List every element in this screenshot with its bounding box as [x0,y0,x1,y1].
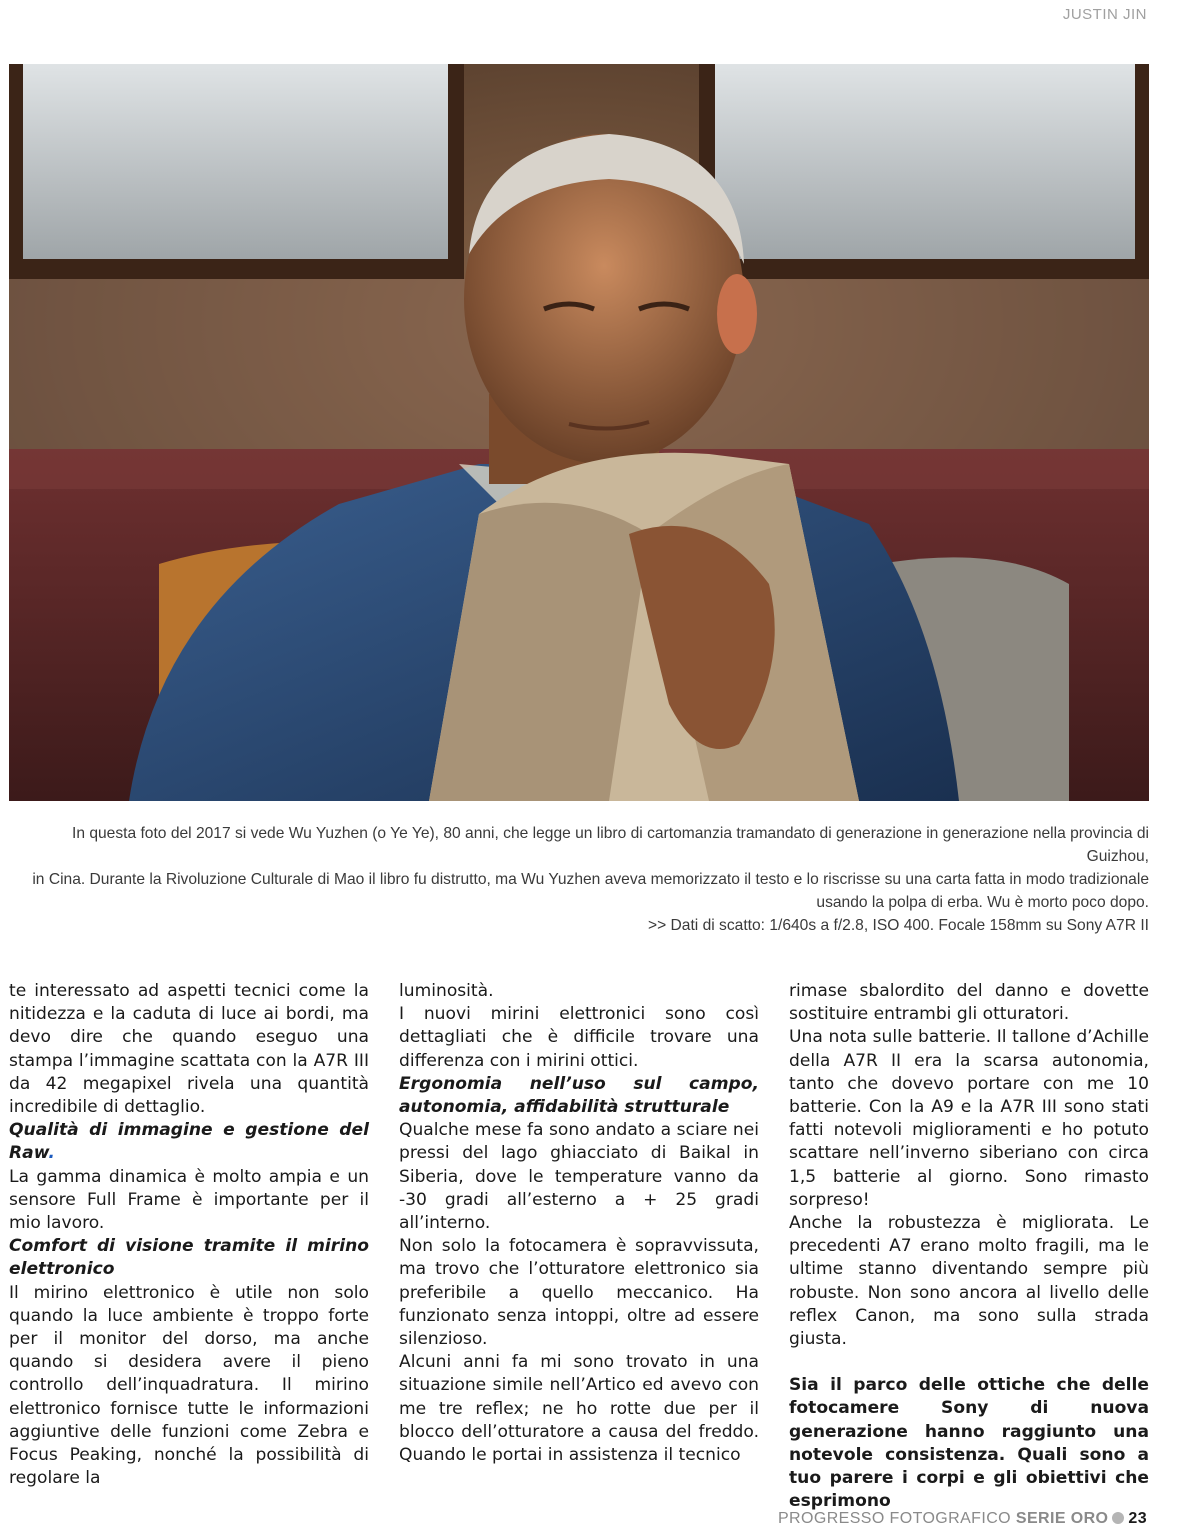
caption-line: usando la polpa di erba. Wu è morto poco dopo. [816,894,1149,911]
paragraph: Una nota sulle batterie. Il tallone d’Achille della A7R II era la scarsa autonomia, tanto che dovevo portare con me 10 batterie. Con la A9 e la A7R III sono stati fatti notevoli miglioramenti e ho potuto scattare nell’inverno siberiano con circa 1,5 batterie al giorno. Sono rimasto sorpreso! [789,1027,1149,1210]
paragraph: Alcuni anni fa mi sono trovato in una situazione simile nell’Artico ed avevo con me tre reflex; ne ho rotte due per il blocco dell’otturatore a causa del freddo. Quando le portai in assistenza il tecnico [399,1352,759,1466]
paragraph: La gamma dinamica è molto ampia e un sensore Full Frame è importante per il mio lavoro. [9,1166,369,1234]
interview-question: Sia il parco delle ottiche che delle fotocamere Sony di nuova generazione hanno raggiunto una notevole consistenza. Quali sono a tuo parere i corpi e gli obiettivi che esprimono [789,1375,1149,1512]
magazine-name: PROGRESSO FOTOGRAFICO [777,1510,1012,1527]
paragraph: Non solo la fotocamera è sopravvissuta, ma trovo che l’otturatore elettronico sia preferibile a quello meccanico. Ha funzionato senza intoppi, oltre ad essere silenzioso. [399,1236,759,1350]
paragraph: rimase sbalordito del danno e dovette sostituire entrambi gli otturatori. [789,981,1149,1025]
subheading-dot: . [48,1143,55,1164]
paragraph: Qualche mese fa sono andato a sciare nei pressi del lago ghiacciato di Baikal in Siberia, dove le temperature vanno da -30 gradi all’esterno a + 25 gradi all’interno. [399,1120,759,1234]
bullet-dot-icon [1112,1512,1124,1524]
page-number: 23 [1128,1510,1147,1527]
series-name: SERIE ORO [1015,1510,1109,1527]
subheading [9,1119,369,1165]
main-photograph [9,64,1149,801]
caption-line: in Cina. Durante la Rivoluzione Culturale di Mao il libro fu distrutto, ma Wu Yuzhen aveva memorizzato il testo e lo riscrisse su una carta fatta in modo tradizionale [32,871,1149,888]
text-column-2 [399,980,759,1467]
subheading: Comfort di visione tramite il mirino elettronico [9,1236,369,1280]
paragraph: luminosità. [399,981,494,1001]
paragraph: Il mirino elettronico è utile non solo quando la luce ambiente è troppo forte per il monitor del dorso, ma anche quando si desidera avere il pieno controllo dell’inquadratura. Il mirino elettronico fornisce tutte le informazioni aggiuntive delle funzioni come Zebra e Focus Peaking, nonché la possibilità di regolare la [9,1282,369,1489]
shooting-data: >> Dati di scatto: 1/640s a f/2.8, ISO 400. Focale 158mm su Sony A7R II [647,917,1149,934]
paragraph: I nuovi mirini elettronici sono così dettagliati che è difficile trovare una differenza con i mirini ottici. [399,1004,759,1071]
caption-line: In questa foto del 2017 si vede Wu Yuzhen (o Ye Ye), 80 anni, che legge un libro di cartomanzia tramandato di generazione in generazione nella provincia di Guizhou, [71,825,1149,865]
text-column-1 [9,980,369,1490]
subheading-text: Qualità di immagine e gestione del Raw [9,1120,369,1164]
paragraph: Anche la robustezza è migliorata. Le precedenti A7 erano molto fragili, ma le ultime stanno diventando sempre più robuste. Non sono ancora al livello delle reflex Canon, ma sono sulla strada giusta. [789,1213,1149,1350]
subheading: Ergonomia nell’uso sul campo, autonomia, affidabilità strutturale [399,1073,759,1118]
text-column-3 [789,980,1149,1513]
photograph-illustration [9,64,1149,801]
paragraph: te interessato ad aspetti tecnici come la nitidezza e la caduta di luce ai bordi, ma devo dire che quando eseguo una stampa l’immagine scattata con la A7R III da 42 megapixel rivela una quantità incredibile di dettaglio. [9,981,369,1118]
photographer-credit: JUSTIN JIN [1062,6,1147,23]
photo-caption [9,822,1149,937]
page-footer [778,1510,1147,1528]
